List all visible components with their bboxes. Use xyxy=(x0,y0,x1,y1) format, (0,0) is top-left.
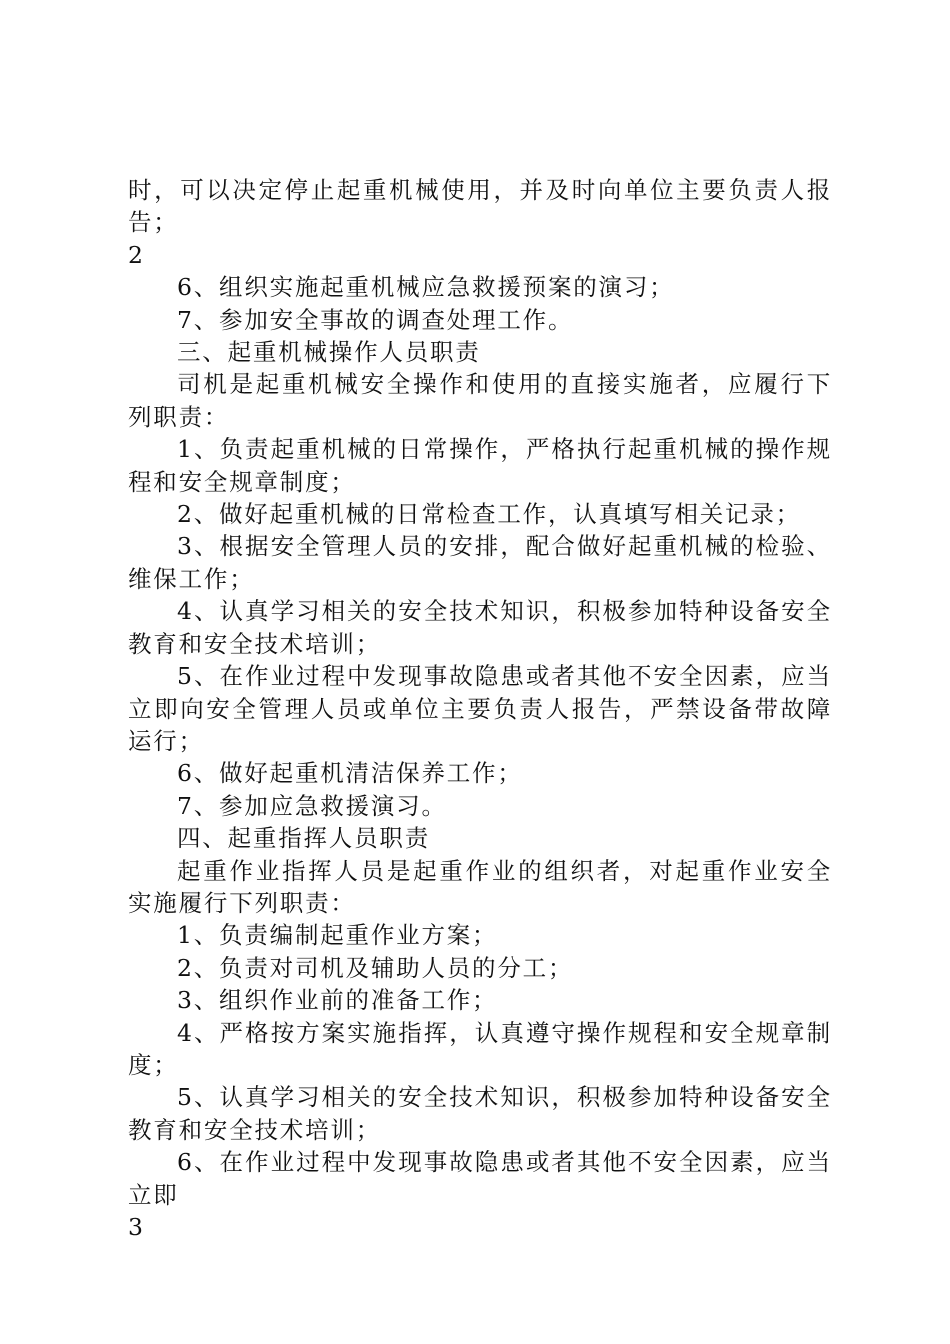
page-number: 2 xyxy=(128,240,145,269)
paragraph-item: 6、组织实施起重机械应急救援预案的演习； xyxy=(177,273,675,302)
paragraph-item: 6、在作业过程中发现事故隐患或者其他不安全因素，应当立即 xyxy=(128,1148,832,1209)
paragraph-item: 6、做好起重机清洁保养工作； xyxy=(177,759,523,788)
paragraph-item: 7、参加应急救援演习。 xyxy=(177,791,447,820)
paragraph-item: 7、参加安全事故的调查处理工作。 xyxy=(177,305,574,334)
section-heading: 四、起重指挥人员职责 xyxy=(177,824,430,853)
paragraph-item: 1、负责起重机械的日常操作，严格执行起重机械的操作规程和安全规章制度； xyxy=(128,435,832,496)
paragraph-intro: 起重作业指挥人员是起重作业的组织者，对起重作业安全实施履行下列职责： xyxy=(128,856,832,917)
paragraph-item: 3、组织作业前的准备工作； xyxy=(177,986,498,1015)
paragraph-item: 5、在作业过程中发现事故隐患或者其他不安全因素，应当立即向安全管理人员或单位主要负责人报告，严禁设备带故障运行； xyxy=(128,662,832,755)
paragraph-item: 3、根据安全管理人员的安排，配合做好起重机械的检验、维保工作； xyxy=(128,532,832,593)
paragraph-item: 2、负责对司机及辅助人员的分工； xyxy=(177,953,574,982)
paragraph-continuation: 时，可以决定停止起重机械使用，并及时向单位主要负责人报告； xyxy=(128,176,832,237)
paragraph-intro: 司机是起重机械安全操作和使用的直接实施者，应履行下列职责： xyxy=(128,370,832,431)
page-number: 3 xyxy=(128,1213,145,1241)
paragraph-item: 2、做好起重机械的日常检查工作，认真填写相关记录； xyxy=(177,500,801,529)
paragraph-item: 1、负责编制起重作业方案； xyxy=(177,921,498,950)
paragraph-item: 5、认真学习相关的安全技术知识，积极参加特种设备安全教育和安全技术培训； xyxy=(128,1083,832,1144)
document-body xyxy=(128,174,832,1243)
section-heading: 三、起重机械操作人员职责 xyxy=(177,338,481,367)
paragraph-item: 4、认真学习相关的安全技术知识，积极参加特种设备安全教育和安全技术培训； xyxy=(128,597,832,658)
paragraph-item: 4、严格按方案实施指挥，认真遵守操作规程和安全规章制度； xyxy=(128,1018,832,1079)
